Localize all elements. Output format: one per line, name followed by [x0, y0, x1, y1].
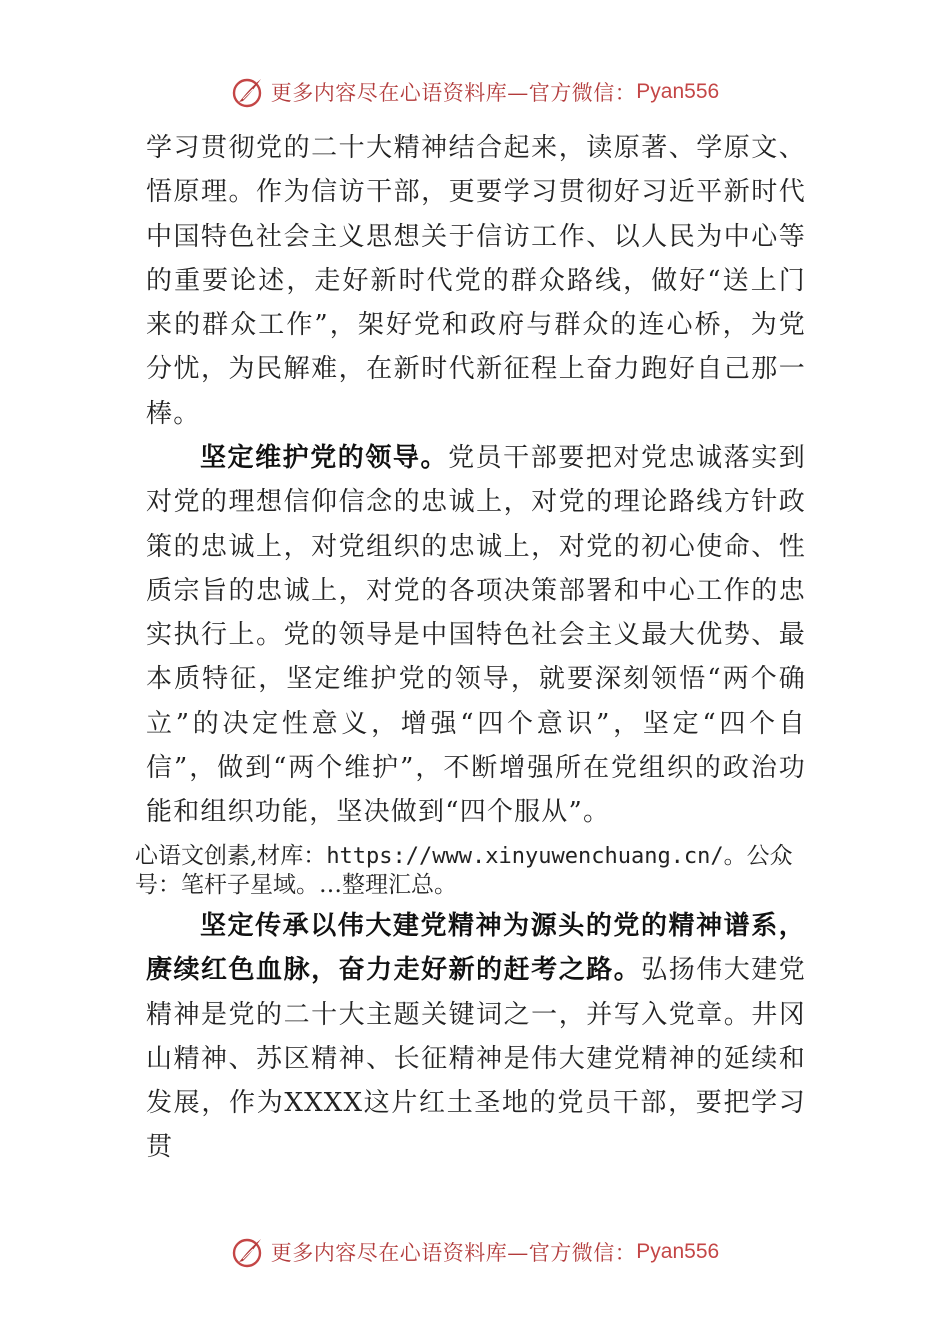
source-note-prefix: 心语文创素,材库： — [135, 843, 327, 869]
paragraph-2-heading: 坚定维护党的领导。 — [200, 443, 449, 473]
banner-text: 更多内容尽在心语资料库—官方微信： — [270, 1241, 637, 1265]
paragraph-1: 学习贯彻党的二十大精神结合起来，读原著、学原文、悟原理。作为信访干部，更要学习贯彻好习近平新时代中国特色社会主义思想关于信访工作、以人民为中心等的重要论述，走好新时代党的群众路线，做好“送上门来的群众工作”，架好党和政府与群众的连心桥，为党分忧，为民解难，在新时代新征程上奋力跑好自己那一棒。 — [146, 133, 806, 429]
paragraph-3-body: 弘扬伟大建党精神是党的二十大主题关键词之一，并写入党章。井冈山精神、苏区精神、长征精神是伟大建党精神的延续和发展，作为XXXX这片红土圣地的党员干部，要把学习贯 — [146, 955, 806, 1163]
paragraph-2 — [146, 436, 806, 835]
paragraph-3-heading: 坚定传承以伟大建党精神为源头的党的精神谱系，赓续红色血脉，奋力走好新的赶考之路。 — [146, 911, 806, 986]
wechat-id: Pyan556 — [636, 80, 720, 103]
source-url: https://www.xinyuwenchuang.cn/ — [326, 844, 724, 869]
header-banner — [0, 70, 950, 114]
banner-text: 更多内容尽在心语资料库—官方微信： — [270, 81, 637, 105]
feather-circle-logo-icon — [231, 1235, 265, 1269]
source-note — [135, 842, 835, 899]
wechat-id: Pyan556 — [636, 1240, 720, 1263]
paragraph-2-body: 党员干部要把对党忠诚落实到对党的理想信仰信念的忠诚上，对党的理论路线方针政策的忠诚上，对党组织的忠诚上，对党的初心使命、性质宗旨的忠诚上，对党的各项决策部署和中心工作的忠实执行上。党的领导是中国特色社会主义最大优势、最本质特征，坚定维护党的领导，就要深刻领悟“两个确立”的决定性意义，增强“四个意识”，坚定“四个自信”，做到“两个维护”，不断增强所在党组织的政治功能和组织功能，坚决做到“四个服从”。 — [146, 443, 806, 828]
footer-banner — [0, 1230, 950, 1274]
paragraph-3 — [146, 904, 806, 1170]
source-note-suffix: 。公众号：笔杆子星域。…整理汇总。 — [135, 843, 793, 898]
feather-circle-logo-icon — [231, 75, 265, 109]
